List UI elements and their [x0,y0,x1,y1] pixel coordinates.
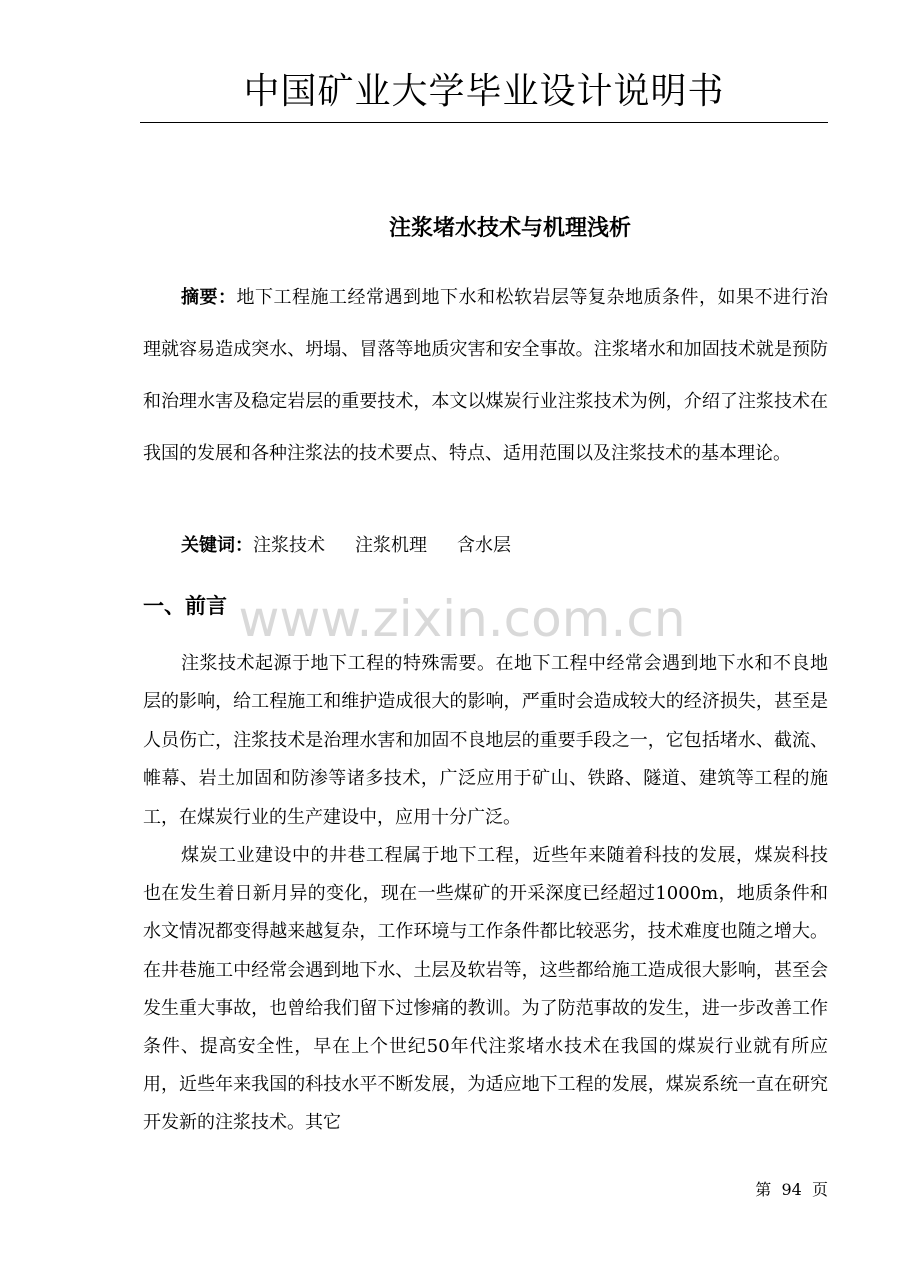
body-paragraph: 注浆技术起源于地下工程的特殊需要。在地下工程中经常会遇到地下水和不良地层的影响，给工程施工和维护造成很大的影响，严重时会造成较大的经济损失，甚至是人员伤亡，注浆技术是治理水害和加固不良地层的重要手段之一，它包括堵水、截流、帷幕、岩土加固和防渗等诸多技术，广泛应用于矿山、铁路、隧道、建筑等工程的施工，在煤炭行业的生产建设中，应用十分广泛。 [143,653,828,828]
abstract-label: 摘要： [181,287,237,308]
keywords-line [143,528,828,564]
header-divider [140,122,828,123]
header-title: 中国矿业大学毕业设计说明书 [243,71,725,112]
keyword-item: 含水层 [457,535,511,556]
abstract-text: 地下工程施工经常遇到地下水和松软岩层等复杂地质条件，如果不进行治理就容易造成突水、坍塌、冒落等地质灾害和安全事故。注浆堵水和加固技术就是预防和治理水害及稳定岩层的重要技术，本文以煤炭行业注浆技术为例，介绍了注浆技术在我国的发展和各种注浆法的技术要点、特点、适用范围以及注浆技术的基本理论。 [143,287,828,464]
keyword-item: 注浆技术 [253,535,325,556]
keywords-label: 关键词： [181,535,253,556]
section-heading: 一、前言 [143,593,227,618]
keyword-item: 注浆机理 [355,535,427,556]
watermark: www.zixin.com.cn [238,590,686,648]
page-number: 第 94 页 [755,1180,828,1199]
abstract-paragraph [143,272,828,480]
body-paragraph: 煤炭工业建设中的井巷工程属于地下工程，近些年来随着科技的发展，煤炭科技也在发生着日新月异的变化，现在一些煤矿的开采深度已经超过1000m，地质条件和水文情况都变得越来越复杂，工作环境与工作条件都比较恶劣，技术难度也随之增大。在井巷施工中经常会遇到地下水、土层及软岩等，这些都给施工造成很大影响，甚至会发生重大事故，也曾给我们留下过惨痛的教训。为了防范事故的发生，进一步改善工作条件、提高安全性，早在上个世纪50年代注浆堵水技术在我国的煤炭行业就有所应用，近些年来我国的科技水平不断发展，为适应地下工程的发展，煤炭系统一直在研究开发新的注浆技术。其它 [143,845,828,1134]
document-title: 注浆堵水技术与机理浅析 [388,215,631,241]
